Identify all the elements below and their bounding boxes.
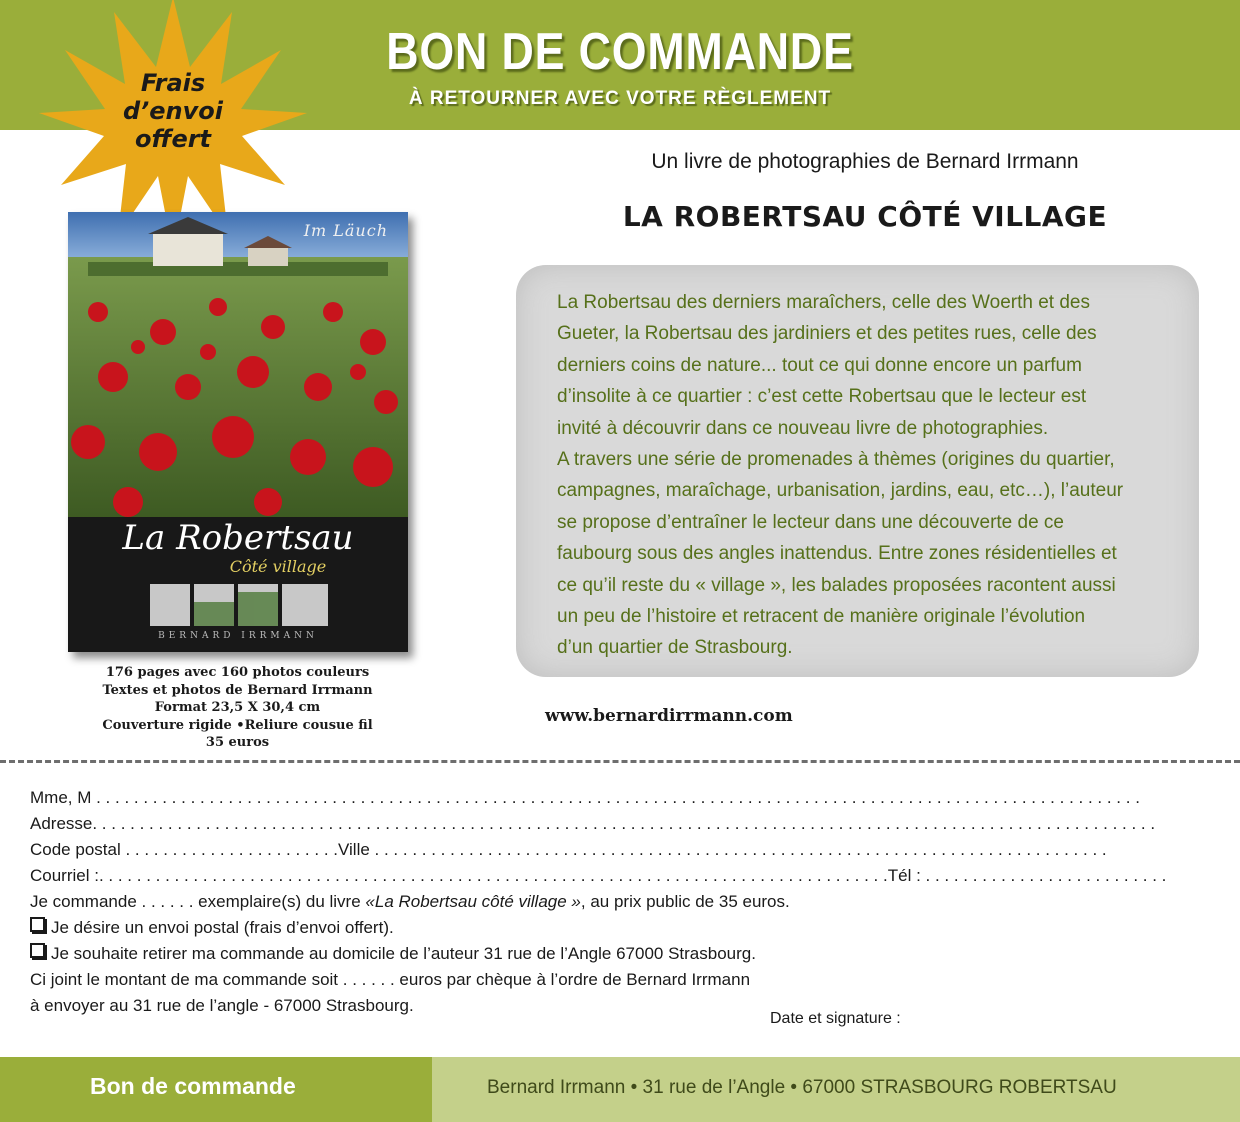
order-book-title: «La Robertsau côté village » [365, 892, 581, 911]
page-title: BON DE COMMANDE [386, 23, 854, 81]
book-detail-author: Textes et photos de Bernard Irrmann [102, 682, 373, 698]
footer-right [432, 1057, 1240, 1122]
payment-line[interactable]: Ci joint le montant de ma commande soit . . . . . . euros par chèque à l’ordre de Bernard Irrmann [30, 970, 751, 989]
footer-title: Bon de commande [90, 1073, 296, 1099]
option-pickup-label: Je souhaite retirer ma commande au domicile de l’auteur 31 rue de l’Angle 67000 Strasbourg. [51, 944, 756, 963]
book-cover-top-text: Im Läuch [303, 221, 388, 240]
book-detail-pages: 176 pages avec 160 photos couleurs [105, 665, 370, 680]
website-link[interactable]: www.bernardirrmann.com [545, 706, 793, 726]
address-field[interactable]: Adresse. . . . . . . . . . . . . . . . . . . . . . . . . . . . . . . . . . . . . . . . . . . . . . . . . . . . . . . . . . . . . . . . . . . . . . . . . . . . . . . . . . . . . . . . . . . . . . . . . . . . . . . . . . . . . . . . . [30, 814, 1156, 833]
order-quantity-line[interactable] [30, 889, 1200, 915]
page-subtitle: À RETOURNER AVEC VOTRE RÈGLEMENT [408, 88, 832, 109]
free-shipping-badge [103, 69, 243, 153]
option-postal[interactable] [30, 915, 1200, 941]
postal-city-field[interactable]: Code postal . . . . . . . . . . . . . . . . . . . . . . .Ville . . . . . . . . . . . . . . . . . . . . . . . . . . . . . . . . . . . . . . . . . . . . . . . . . . . . . . . . . . . . . . . . . . . . . . . . . . . . . . [30, 840, 1107, 859]
order-form [30, 785, 1200, 1019]
option-pickup[interactable] [30, 941, 1200, 967]
date-signature-label: Date et signature : [770, 1010, 901, 1027]
checkbox-pickup[interactable] [30, 943, 45, 958]
footer-left [0, 1057, 432, 1122]
badge-line-1: Frais [140, 69, 206, 97]
order-prefix: Je commande . . . . . . exemplaire(s) du livre [30, 892, 366, 911]
book-details [70, 664, 405, 752]
badge-line-2: d’envoi [122, 97, 224, 125]
badge-line-3: offert [134, 125, 212, 153]
order-suffix: , au prix public de 35 euros. [580, 892, 790, 911]
email-phone-field[interactable]: Courriel :. . . . . . . . . . . . . . . . . . . . . . . . . . . . . . . . . . . . . . . . . . . . . . . . . . . . . . . . . . . . . . . . . . . . . . . . . . . . . . . . . . . .Tél : . . . . . . . . . . . . . . . . . . . . . . . . . . [30, 866, 1167, 885]
book-cover [68, 212, 408, 652]
footer-address: Bernard Irrmann • 31 rue de l’Angle • 67000 STRASBOURG ROBERTSAU [487, 1077, 1117, 1098]
cut-line [0, 760, 1240, 763]
checkbox-postal[interactable] [30, 917, 45, 932]
book-detail-price: 35 euros [205, 735, 270, 750]
book-cover-title: La Robertsau [122, 518, 354, 558]
book-detail-format: Format 23,5 X 30,4 cm [154, 700, 321, 715]
send-to-line: à envoyer au 31 rue de l’angle - 67000 Strasbourg. [30, 996, 414, 1015]
option-postal-label: Je désire un envoi postal (frais d’envoi offert). [51, 918, 394, 937]
name-field[interactable]: Mme, M . . . . . . . . . . . . . . . . . . . . . . . . . . . . . . . . . . . . . . . . . . . . . . . . . . . . . . . . . . . . . . . . . . . . . . . . . . . . . . . . . . . . . . . . . . . . . . . . . . . . . . . . . . . . . . . [30, 788, 1140, 807]
book-cover-subtitle: Côté village [229, 557, 327, 576]
book-cover-author: BERNARD IRRMANN [158, 631, 318, 641]
book-title: LA ROBERTSAU CÔTÉ VILLAGE [622, 200, 1108, 233]
book-detail-binding: Couverture rigide •Reliure cousue fil [102, 717, 373, 733]
book-description: La Robertsau des derniers maraîchers, celle des Woerth et des Gueter, la Robertsau des jardiniers et des petites rues, celle des derniers coins de nature... tout ce qui donne encore un parfum d’insolite à ce quartier : c’est cette Robertsau que le lecteur est invité à découvrir dans ce nouveau livre de photographies. A travers une série de promenades à thèmes (origines du quartier, campagnes, maraîchage, urbanisation, jardins, eau, etc…), l’auteur se propose d’entraîner le lecteur dans une découverte de ce faubourg sous des angles inattendus. Entre zones résidentielles et ce qu’il reste du « village », les balades proposées racontent aussi un peu de l’histoire et retracent de manière originale l’évolution d’un quartier de Strasbourg. [557, 292, 1124, 659]
book-intro: Un livre de photographies de Bernard Irrmann [651, 150, 1079, 173]
